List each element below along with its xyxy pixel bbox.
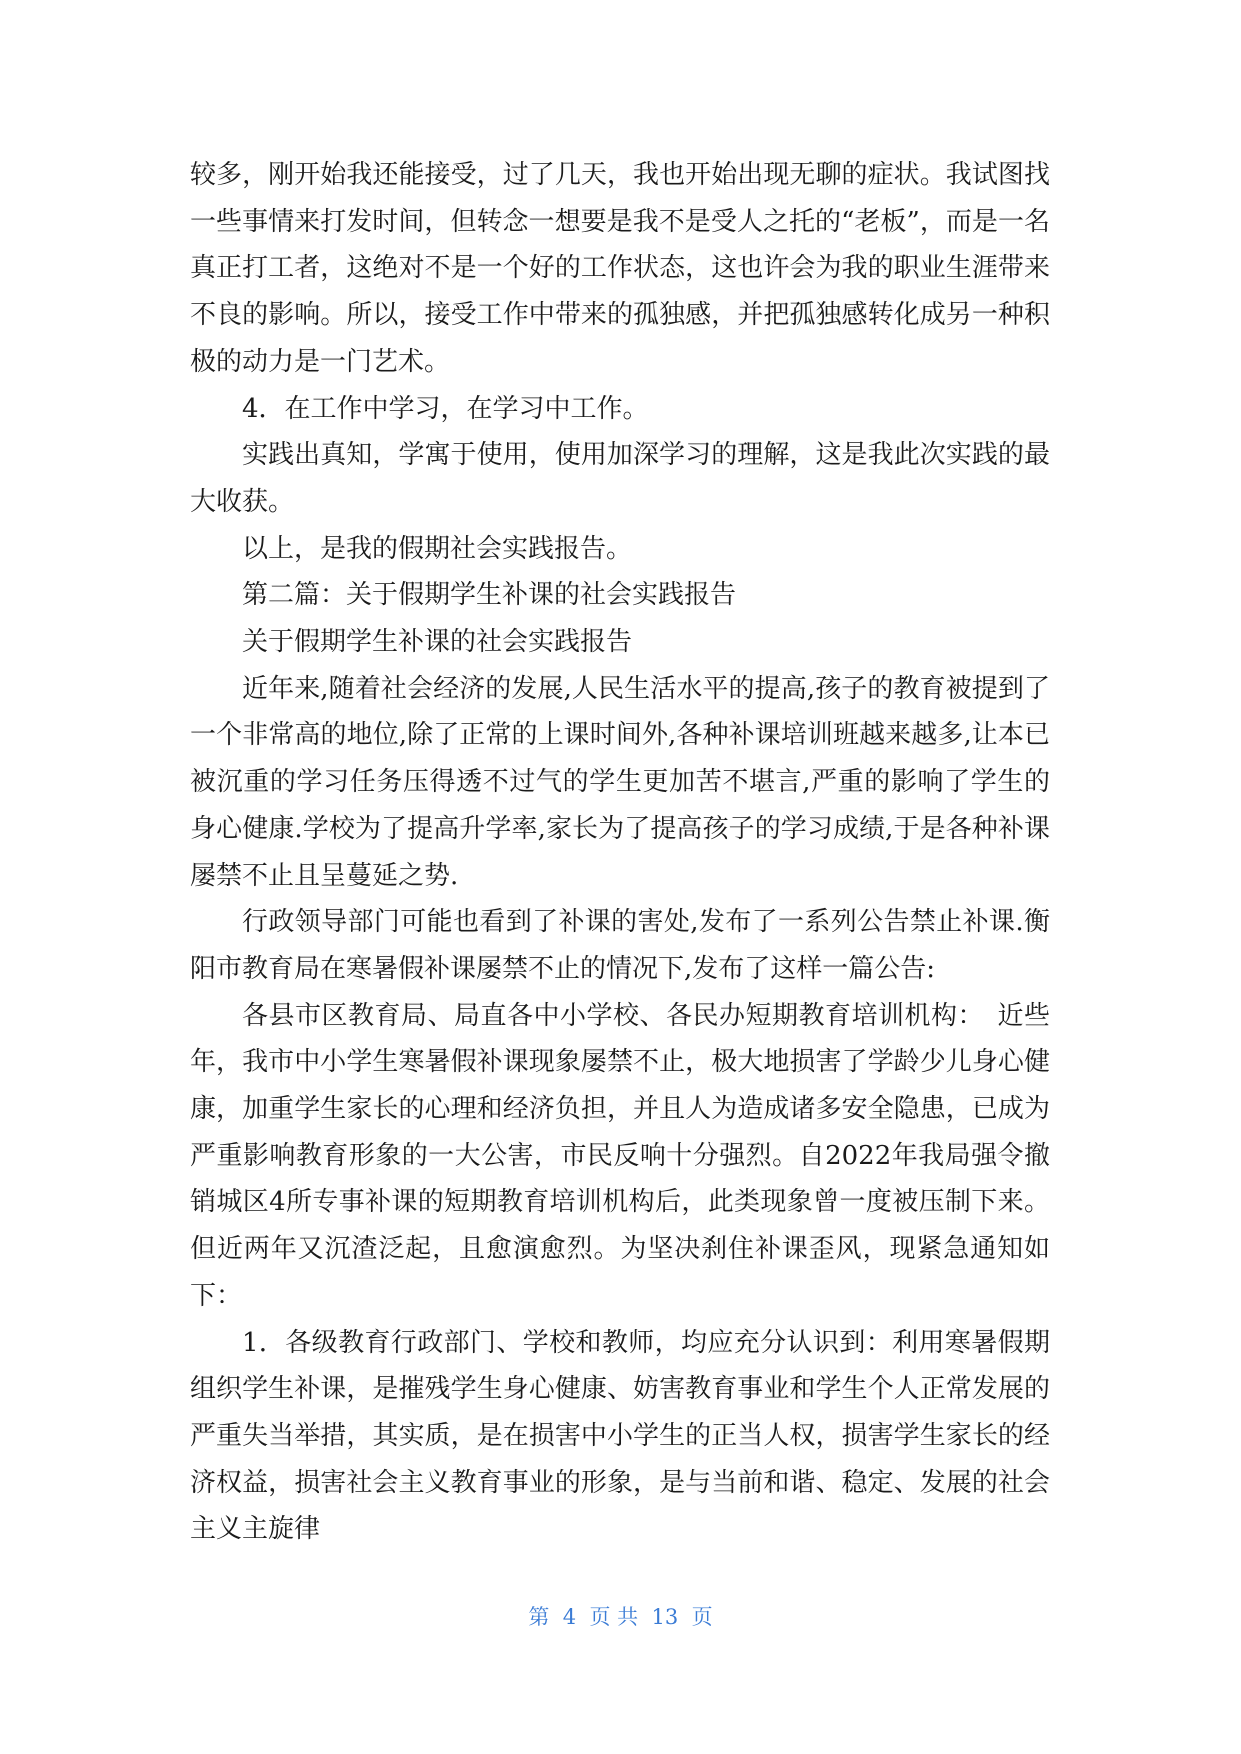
document-body <box>190 152 1050 1553</box>
paragraph-4: 以上，是我的假期社会实践报告。 <box>242 533 633 564</box>
paragraph-10: 1．各级教育行政部门、学校和教师，均应充分认识到：利用寒暑假期组织学生补课，是摧残学生身心健康、妨害教育事业和学生个人正常发展的严重失当举措，其实质，是在损害中小学生的正当人权，损害学生家长的经济权益，损害社会主义教育事业的形象，是与当前和谐、稳定、发展的社会主义主旋律 <box>190 1327 1050 1545</box>
paragraph-2: 4．在工作中学习，在学习中工作。 <box>242 393 649 424</box>
paragraph-1: 较多，刚开始我还能接受，过了几天，我也开始出现无聊的症状。我试图找一些事情来打发时间，但转念一想要是我不是受人之托的“老板”，而是一名真正打工者，这绝对不是一个好的工作状态，这也许会为我的职业生涯带来不良的影响。所以，接受工作中带来的孤独感，并把孤独感转化成另一种积极的动力是一门艺术。 <box>190 160 1050 377</box>
paragraph-3: 实践出真知，学寓于使用，使用加深学习的理解，这是我此次实践的最大收获。 <box>190 440 1050 517</box>
paragraph-9: 各县市区教育局、局直各中小学校、各民办短期教育培训机构： 近些年，我市中小学生寒暑假补课现象屡禁不止，极大地损害了学龄少儿身心健康，加重学生家长的心理和经济负担，并且人为造成诸多安全隐患，已成为严重影响教育形象的一大公害，市民反响十分强烈。自2022年我局强令撤销城区4所专事补课的短期教育培训机构后，此类现象曾一度被压制下来。但近两年又沉渣泛起，且愈演愈烈。为坚决刹住补课歪风，现紧急通知如下： <box>190 1000 1050 1311</box>
report-title: 关于假期学生补课的社会实践报告 <box>242 627 633 658</box>
paragraph-7: 近年来,随着社会经济的发展,人民生活水平的提高,孩子的教育被提到了一个非常高的地位,除了正常的上课时间外,各种补课培训班越来越多,让本已被沉重的学习任务压得透不过气的学生更加苦不堪言,严重的影响了学生的身心健康.学校为了提高升学率,家长为了提高孩子的学习成绩,于是各种补课屡禁不止且呈蔓延之势. <box>190 673 1050 891</box>
paragraph-8: 行政领导部门可能也看到了补课的害处,发布了一系列公告禁止补课.衡阳市教育局在寒暑假补课屡禁不止的情况下,发布了这样一篇公告: <box>190 907 1050 984</box>
section-heading: 第二篇：关于假期学生补课的社会实践报告 <box>242 580 737 611</box>
page-number-footer: 第 4 页 共 13 页 <box>528 1605 713 1629</box>
